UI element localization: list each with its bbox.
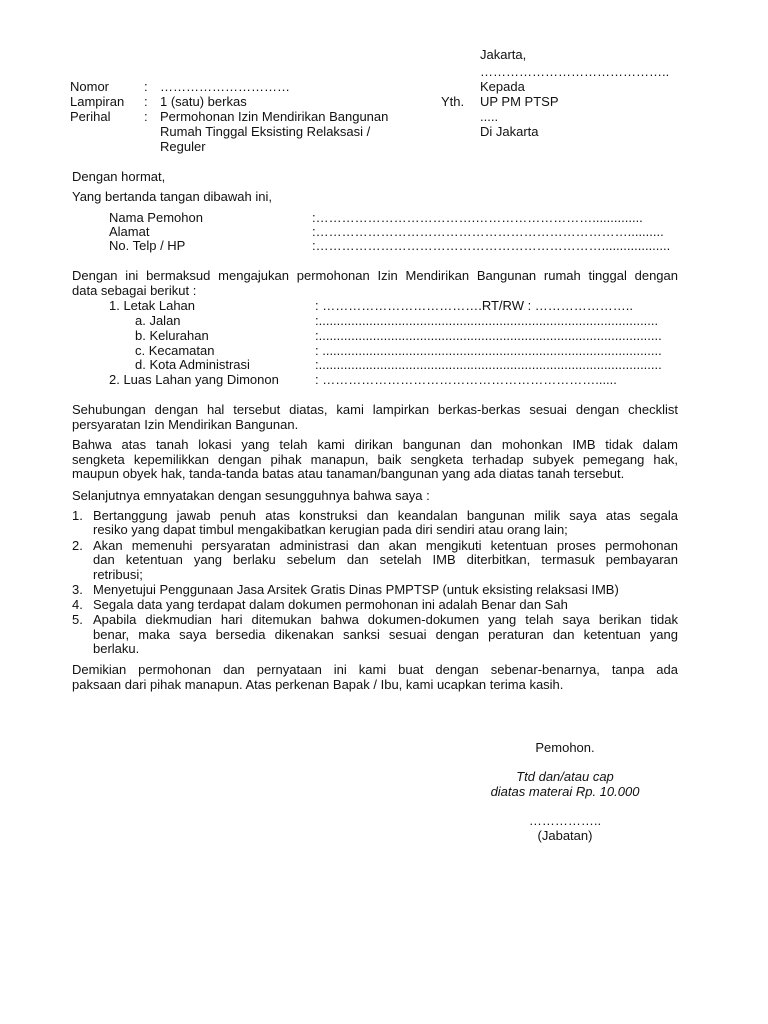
signature-position: (Jabatan) — [537, 828, 593, 843]
statement-line: resiko yang dapat timbul mengakibatkan kerugian pada diri sendiri atau orang lain; — [93, 522, 568, 537]
statement-line: Menyetujui Penggunaan Jasa Arsitek Gratis Dinas PMPTSP (untuk eksisting relaksasi IMB) — [93, 582, 619, 597]
applicant-value: :…………………………………………………………................... — [312, 238, 671, 253]
land-item-label: a. Jalan — [135, 313, 181, 328]
applicant-label: No. Telp / HP — [109, 238, 186, 253]
land-item-value: :............................................................................................... — [315, 357, 662, 372]
signature-instruction: diatas materai Rp. 10.000 — [490, 784, 640, 799]
closing-line: Demikian permohonan dan pernyataan ini kami buat dengan sebenar-benarnya, tanpa ada — [72, 662, 678, 677]
statement-number: 3. — [72, 582, 83, 597]
paragraph-line: Bahwa atas tanah lokasi yang telah kami dirikan bangunan dan mohonkan IMB tidak dalam — [72, 437, 678, 452]
statement-line: benar, maka saya bersedia dikenakan sanksi sesuai dengan peraturan dan ketentuan yang — [93, 627, 678, 642]
land-item-value: : ………………………………………………………...... — [315, 372, 617, 387]
land-item-label: 2. Luas Lahan yang Dimonon — [109, 372, 279, 387]
statement-line: Akan memenuhi persyaratan administrasi dan akan mengikuti ketentuan proses permohonan — [93, 538, 678, 553]
perihal-label: Perihal — [70, 109, 111, 124]
city: Jakarta, — [480, 47, 527, 62]
paragraph-line: maupun obyek hak, tanda-tanda batas atau tanaman/bangunan yang ada diatas tanah tersebut. — [72, 466, 625, 481]
perihal-line: Reguler — [160, 139, 206, 154]
signature-instruction: Ttd dan/atau cap — [516, 769, 614, 784]
statement-number: 4. — [72, 597, 83, 612]
land-item-label: c. Kecamatan — [135, 343, 215, 358]
land-item-label: 1. Letak Lahan — [109, 298, 196, 313]
paragraph-line: sengketa kepemilikkan dengan pihak manapun, baik sengketa terhadap subyek pemegang hak, — [72, 452, 678, 467]
statement-number: 2. — [72, 538, 83, 553]
to-label: Kepada — [480, 79, 525, 94]
statement-line: Apabila diekmudian hari ditemukan bahwa dokumen-dokumen yang telah saya berikan tidak — [93, 612, 678, 627]
intro: Yang bertanda tangan dibawah ini, — [72, 189, 272, 204]
perihal-line: Rumah Tinggal Eksisting Relaksasi / — [160, 124, 371, 139]
statement-line: retribusi; — [93, 567, 143, 582]
statement-number: 1. — [72, 508, 83, 523]
perihal-line: Permohonan Izin Mendirikan Bangunan — [160, 109, 389, 124]
lampiran-label: Lampiran — [70, 94, 125, 109]
request-line: Dengan ini bermaksud mengajukan permohonan Izin Mendirikan Bangunan rumah tinggal dengan — [72, 268, 678, 283]
statement-number: 5. — [72, 612, 83, 627]
perihal-colon: : — [144, 109, 148, 124]
land-item-value: :............................................................................................... — [315, 328, 662, 343]
statement-line: dan ketentuan yang berlaku sebelum dan setelah IMB diterbitkan, termasuk pembayaran — [93, 552, 678, 567]
land-item-value: : .............................................................................................. — [315, 343, 662, 358]
statement-line: Segala data yang terdapat dalam dokumen permohonan ini adalah Benar dan Sah — [93, 597, 568, 612]
nomor-label: Nomor — [70, 79, 110, 94]
nomor-value: ………………………… — [160, 79, 290, 94]
land-item-label: d. Kota Administrasi — [135, 357, 250, 372]
recipient-placeholder: ..... — [480, 109, 499, 124]
paragraph-line: persyaratan Izin Mendirikan Bangunan. — [72, 417, 299, 432]
yth-label: Yth. — [441, 94, 465, 109]
applicant-value: :……………………………………………………………….......... — [312, 224, 664, 239]
lampiran-value: 1 (satu) berkas — [160, 94, 247, 109]
lampiran-colon: : — [144, 94, 148, 109]
closing-line: paksaan dari pihak manapun. Atas perkenan Bapak / Ibu, kami ucapkan terima kasih. — [72, 677, 564, 692]
statement-line: Bertanggung jawab penuh atas konstruksi dan keandalan bangunan milik saya atas segala — [93, 508, 678, 523]
signature-title: Pemohon. — [535, 740, 595, 755]
land-item-value: : ……………………………….RT/RW : ………………….. — [315, 298, 634, 313]
recipient-city: Di Jakarta — [480, 124, 539, 139]
date-placeholder: …………………………………….. — [480, 64, 670, 79]
signature-name-placeholder: …………….. — [528, 813, 602, 828]
applicant-value: :……………………………….……………………….............. — [312, 210, 643, 225]
land-item-label: b. Kelurahan — [135, 328, 209, 343]
statement-line: berlaku. — [93, 641, 140, 656]
paragraph-line: Selanjutnya emnyatakan dengan sesungguhnya bahwa saya : — [72, 488, 430, 503]
salutation: Dengan hormat, — [72, 169, 166, 184]
applicant-label: Alamat — [109, 224, 150, 239]
recipient: UP PM PTSP — [480, 94, 559, 109]
land-item-value: :.............................................................................................. — [315, 313, 659, 328]
nomor-colon: : — [144, 79, 148, 94]
request-line: data sebagai berikut : — [72, 283, 197, 298]
paragraph-line: Sehubungan dengan hal tersebut diatas, kami lampirkan berkas-berkas sesuai dengan checklist — [72, 402, 678, 417]
applicant-label: Nama Pemohon — [109, 210, 203, 225]
